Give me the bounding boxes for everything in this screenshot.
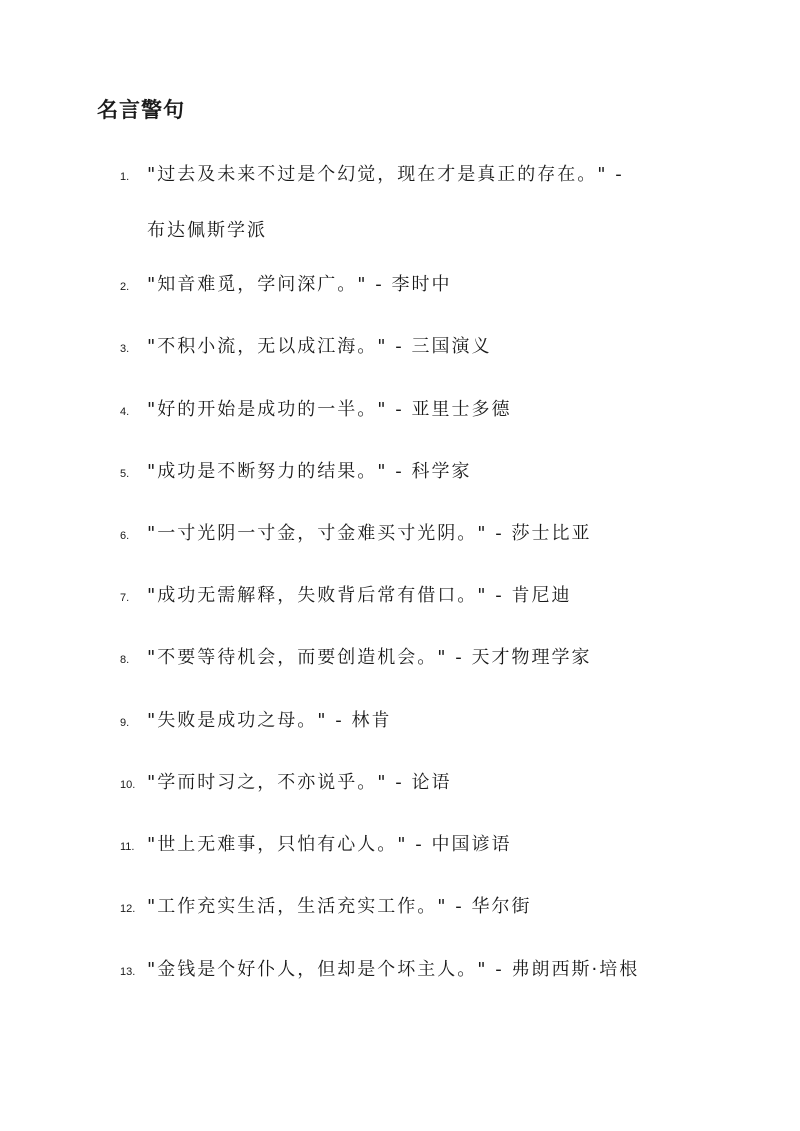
quote-text: "知音难觅，学问深广。" - 李时中 — [147, 274, 452, 295]
quote-text: "不积小流，无以成江海。" - 三国演义 — [147, 336, 492, 357]
quote-text: "成功无需解释，失败背后常有借口。" - 肯尼迪 — [147, 585, 572, 606]
quote-item — [120, 628, 700, 690]
quote-item — [120, 317, 700, 379]
quote-number: 6. — [120, 530, 130, 542]
quote-number: 9. — [120, 717, 130, 729]
quote-item — [120, 380, 700, 442]
quote-number: 7. — [120, 592, 130, 604]
quote-item — [120, 815, 700, 877]
quote-number: 8. — [120, 654, 130, 666]
quote-text: "工作充实生活，生活充实工作。" - 华尔街 — [147, 896, 532, 917]
quote-number: 13. — [120, 966, 136, 978]
quote-item — [120, 691, 700, 753]
quote-number: 2. — [120, 281, 130, 293]
quote-text: "失败是成功之母。" - 林肯 — [147, 710, 392, 731]
quote-item — [120, 145, 700, 261]
quote-text: "好的开始是成功的一半。" - 亚里士多德 — [147, 399, 512, 420]
quote-text: "成功是不断努力的结果。" - 科学家 — [147, 461, 472, 482]
quote-item — [120, 940, 700, 1002]
quote-item — [120, 753, 700, 815]
quote-number: 3. — [120, 343, 130, 355]
quote-item — [120, 504, 700, 566]
quote-text: "不要等待机会，而要创造机会。" - 天才物理学家 — [147, 647, 592, 668]
quote-number: 1. — [120, 171, 130, 183]
quote-text: "世上无难事，只怕有心人。" - 中国谚语 — [147, 834, 512, 855]
quote-number: 10. — [120, 779, 136, 791]
page-title: 名言警句 — [97, 98, 185, 122]
quote-number: 11. — [120, 841, 135, 853]
quote-text: "学而时习之，不亦说乎。" - 论语 — [147, 772, 452, 793]
quote-item — [120, 566, 700, 628]
quote-number: 5. — [120, 468, 130, 480]
quote-number: 4. — [120, 406, 130, 418]
quote-item — [120, 877, 700, 939]
quote-number: 12. — [120, 903, 136, 915]
quote-item — [120, 255, 700, 317]
quote-text: "过去及未来不过是个幻觉，现在才是真正的存在。" - — [147, 164, 624, 185]
quote-text: "一寸光阴一寸金，寸金难买寸光阴。" - 莎士比亚 — [147, 523, 592, 544]
quote-item — [120, 442, 700, 504]
quote-text-continuation: 布达佩斯学派 — [147, 220, 267, 241]
quote-text: "金钱是个好仆人，但却是个坏主人。" - 弗朗西斯·培根 — [147, 959, 640, 980]
